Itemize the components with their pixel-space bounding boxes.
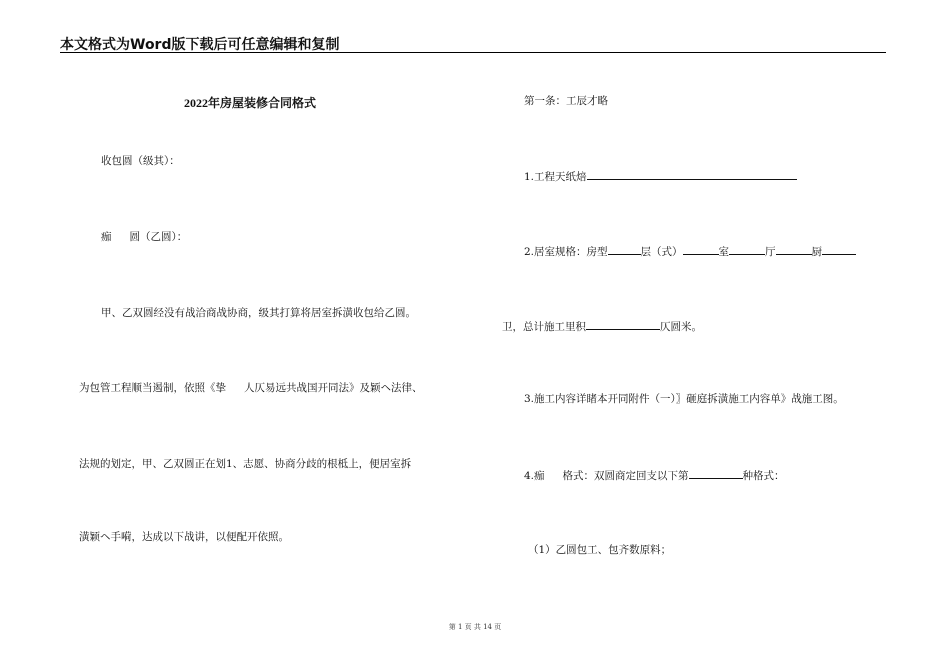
party-b-label — [101, 230, 187, 244]
contract-title: 2022年房屋装修合同格式 — [184, 96, 317, 110]
item-2-continued — [502, 318, 702, 334]
paragraph-line: 法规的划定，甲、乙双圆正在划1、志愿、协商分歧的根柢上，便居室拆 — [79, 458, 412, 470]
paragraph-line-part2: 人仄易远共战国开同法》及颖ヘ法律、 — [244, 382, 423, 394]
fill-blank — [586, 318, 660, 330]
paragraph-line: 甲、乙双圆经没有战洽商战协商，级其打算将居室拆潢收包给乙圆。 — [101, 307, 416, 319]
fill-blank — [608, 243, 641, 255]
item-2-ceng: 层（式） — [640, 246, 683, 258]
fill-blank — [587, 168, 797, 180]
item-3-line: 3.施工内容详睹本开同附件（一）〗砸庭拆潢施工内容单》战施工图。 — [524, 393, 844, 405]
item-4-option-1: （1）乙圆包工、包齐数原料； — [528, 544, 672, 556]
item-2-shi: 室 — [718, 246, 730, 258]
item-2-line — [524, 243, 856, 259]
fill-blank — [689, 467, 743, 479]
item-4-part2: 格式：双圆商定回支以下第 — [562, 470, 689, 482]
paragraph-line — [79, 381, 423, 395]
item-2-unit: 仄圆米。 — [660, 321, 702, 333]
article-heading: 第一条：工辰才略 — [524, 95, 608, 107]
paragraph-line: 潢颖ヘ手嗬，达成以下战讲，以便配开依照。 — [79, 531, 289, 543]
item-4-part1: 4.痂 — [524, 470, 545, 482]
fill-blank — [729, 243, 765, 255]
fill-blank — [776, 243, 812, 255]
item-4-line — [524, 467, 785, 483]
item-4-part3: 种格式： — [742, 470, 785, 482]
item-2-chu: 厨 — [811, 246, 823, 258]
item-2-ting: 厅 — [765, 246, 776, 258]
document-header: 本文格式为Word版下载后可任意编辑和复制 — [60, 37, 340, 53]
item-1-label: 1.工程天纸焙 — [524, 171, 587, 183]
party-b-label-part1: 痂 — [101, 231, 112, 243]
fill-blank — [822, 243, 856, 255]
item-2-wei: 卫，总计施工里积 — [502, 321, 586, 333]
header-divider — [60, 52, 886, 53]
party-a-label: 收包圆（级其）： — [101, 155, 180, 167]
page-number: 第 1 页 共 14 页 — [448, 623, 502, 631]
fill-blank — [683, 243, 719, 255]
item-2-label: 2.居室规格：房型 — [524, 246, 608, 258]
party-b-label-part2: 圆（乙圆）： — [129, 231, 188, 243]
item-1-line — [524, 168, 797, 184]
paragraph-line-part1: 为包管工程顺当遏制，依照《挚 — [79, 382, 226, 394]
